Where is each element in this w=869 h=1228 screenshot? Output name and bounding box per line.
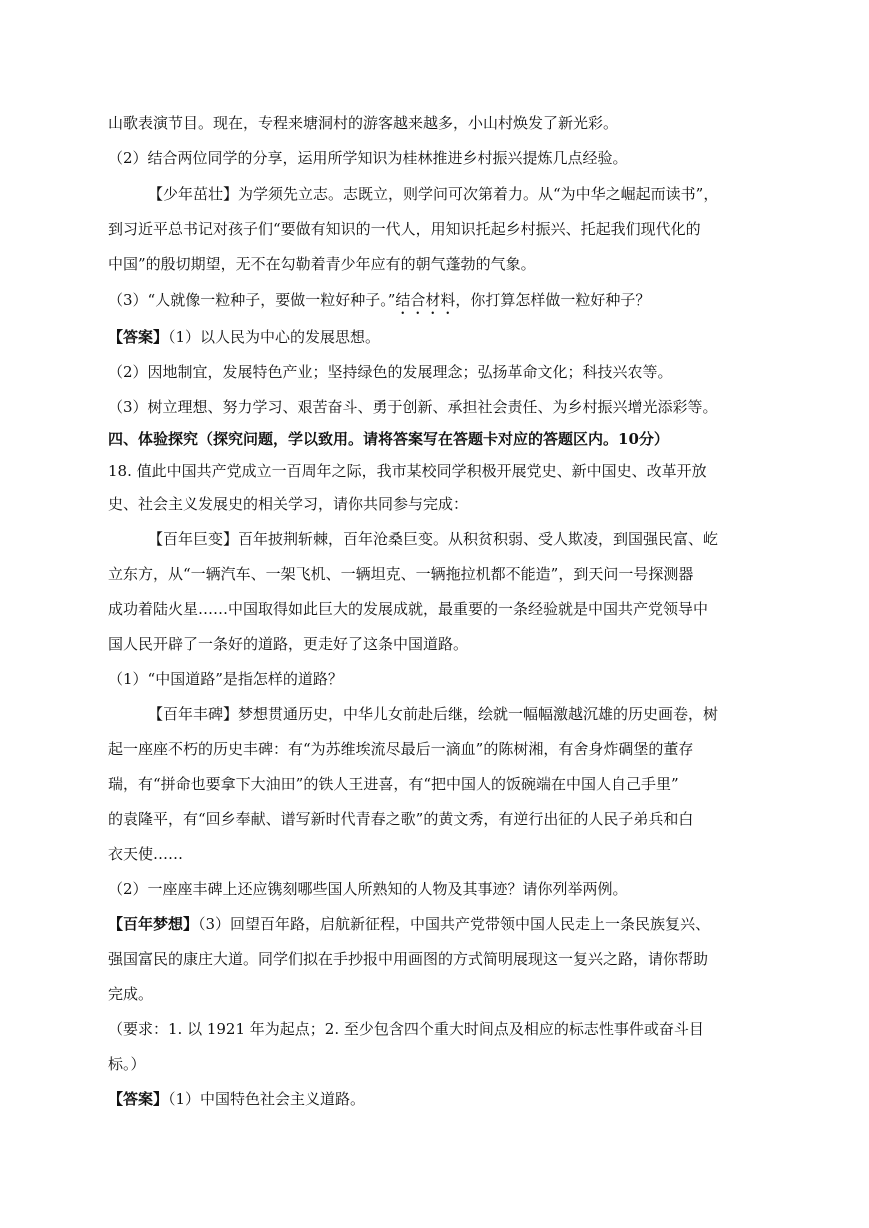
answer-line: （2）因地制宜，发展特色产业；坚持绿色的发展理念；弘扬革命文化；科技兴农等。 — [108, 363, 673, 381]
paragraph-line: 【百年丰碑】梦想贯通历史，中华儿女前赴后继，绘就一幅幅激越沉雄的历史画卷，树 — [148, 705, 719, 723]
paragraph-line: 到习近平总书记对孩子们“要做有知识的一代人，用知识托起乡村振兴、托起我们现代化的 — [108, 220, 701, 238]
answer-text: （1）中国特色社会主义道路。 — [168, 1090, 366, 1108]
requirement-line: （要求：1. 以 1921 年为起点；2. 至少包含四个重大时间点及相应的标志性事件或奋斗目 — [108, 1020, 704, 1038]
question-3 — [108, 290, 650, 318]
question-3-rest: ，你打算怎样做一粒好种子？ — [455, 291, 651, 309]
paragraph-line: 中国”的殷切期望，无不在勾勒着青少年应有的朝气蓬勃的气象。 — [108, 255, 536, 273]
answer-label: 【答案】 — [108, 328, 169, 346]
paragraph-line: 【百年巨变】百年披荆斩棘，百年沧桑巨变。从积贫积弱、受人欺凌，到国强民富、屹 — [148, 530, 719, 548]
paragraph-line: 国人民开辟了一条好的道路，更走好了这条中国道路。 — [108, 635, 469, 653]
sub-question-3-text: （3）回望百年路，启航新征程，中国共产党带领中国人民走上一条民族复兴、 — [198, 915, 711, 933]
sub-question-1: （1）“中国道路”是指怎样的道路？ — [108, 670, 343, 688]
question-3-quote: ” — [387, 291, 396, 309]
answer-line — [108, 327, 380, 347]
sub-question-2: （2）一座座丰碑上还应镌刻哪些国人所熟知的人物及其事迹？请你列举两例。 — [108, 880, 628, 898]
requirement-line: 标。） — [108, 1055, 146, 1073]
paragraph-line: 衣天使…… — [108, 845, 184, 863]
answer-line — [108, 1089, 365, 1109]
paragraph-line: 强国富民的康庄大道。同学们拟在手抄报中用画图的方式简明展现这一复兴之路，请你帮助 — [108, 950, 709, 968]
question-3-dot: 。 — [380, 291, 388, 309]
answer-text: （1）以人民为中心的发展思想。 — [168, 328, 381, 346]
sub-question-3 — [108, 914, 710, 934]
question-2: （2）结合两位同学的分享，运用所学知识为桂林推进乡村振兴提炼几点经验。 — [108, 149, 628, 167]
paragraph-line: 立东方，从“一辆汽车、一架飞机、一辆坦克、一辆拖拉机都不能造”，到天问一号探测器 — [108, 565, 694, 583]
question-3-emphasis: 结合材料 — [395, 291, 456, 309]
paragraph-line: 成功着陆火星……中国取得如此巨大的发展成就，最重要的一条经验就是中国共产党领导中 — [108, 600, 709, 618]
section-heading: 四、体验探究（探究问题，学以致用。请将答案写在答题卡对应的答题区内。10分） — [108, 430, 669, 448]
answer-label: 【答案】 — [108, 1090, 169, 1108]
paragraph-line: 的袁隆平，有“回乡奉献、谱写新时代青春之歌”的黄文秀，有逆行出征的人民子弟兵和白 — [108, 810, 694, 828]
paragraph-line: 起一座座不朽的历史丰碑：有“为苏维埃流尽最后一滴血”的陈树湘，有舍身炸碉堡的董存 — [108, 740, 694, 758]
paragraph-line: 完成。 — [108, 985, 154, 1003]
paragraph-line: 【少年茁壮】为学须先立志。志既立，则学问可次第着力。从“为中华之崛起而读书”， — [148, 185, 719, 203]
paragraph-line: 山歌表演节目。现在，专程来塘洞村的游客越来越多，小山村焕发了新光彩。 — [108, 114, 619, 132]
answer-line: （3）树立理想、努力学习、艰苦奋斗、勇于创新、承担社会责任、为乡村振兴增光添彩等。 — [108, 398, 718, 416]
question-18: 18. 值此中国共产党成立一百周年之际，我市某校同学积极开展党史、新中国史、改革开放 — [108, 462, 707, 480]
paragraph-line: 史、社会主义发展史的相关学习，请你共同参与完成： — [108, 495, 469, 513]
question-3-text: （3）“人就像一粒种子，要做一粒好种子 — [108, 291, 381, 309]
section-label: 【百年梦想】 — [108, 915, 199, 933]
paragraph-line: 瑞，有“拼命也要拿下大油田”的铁人王进喜，有“把中国人的饭碗端在中国人自己手里” — [108, 775, 679, 793]
